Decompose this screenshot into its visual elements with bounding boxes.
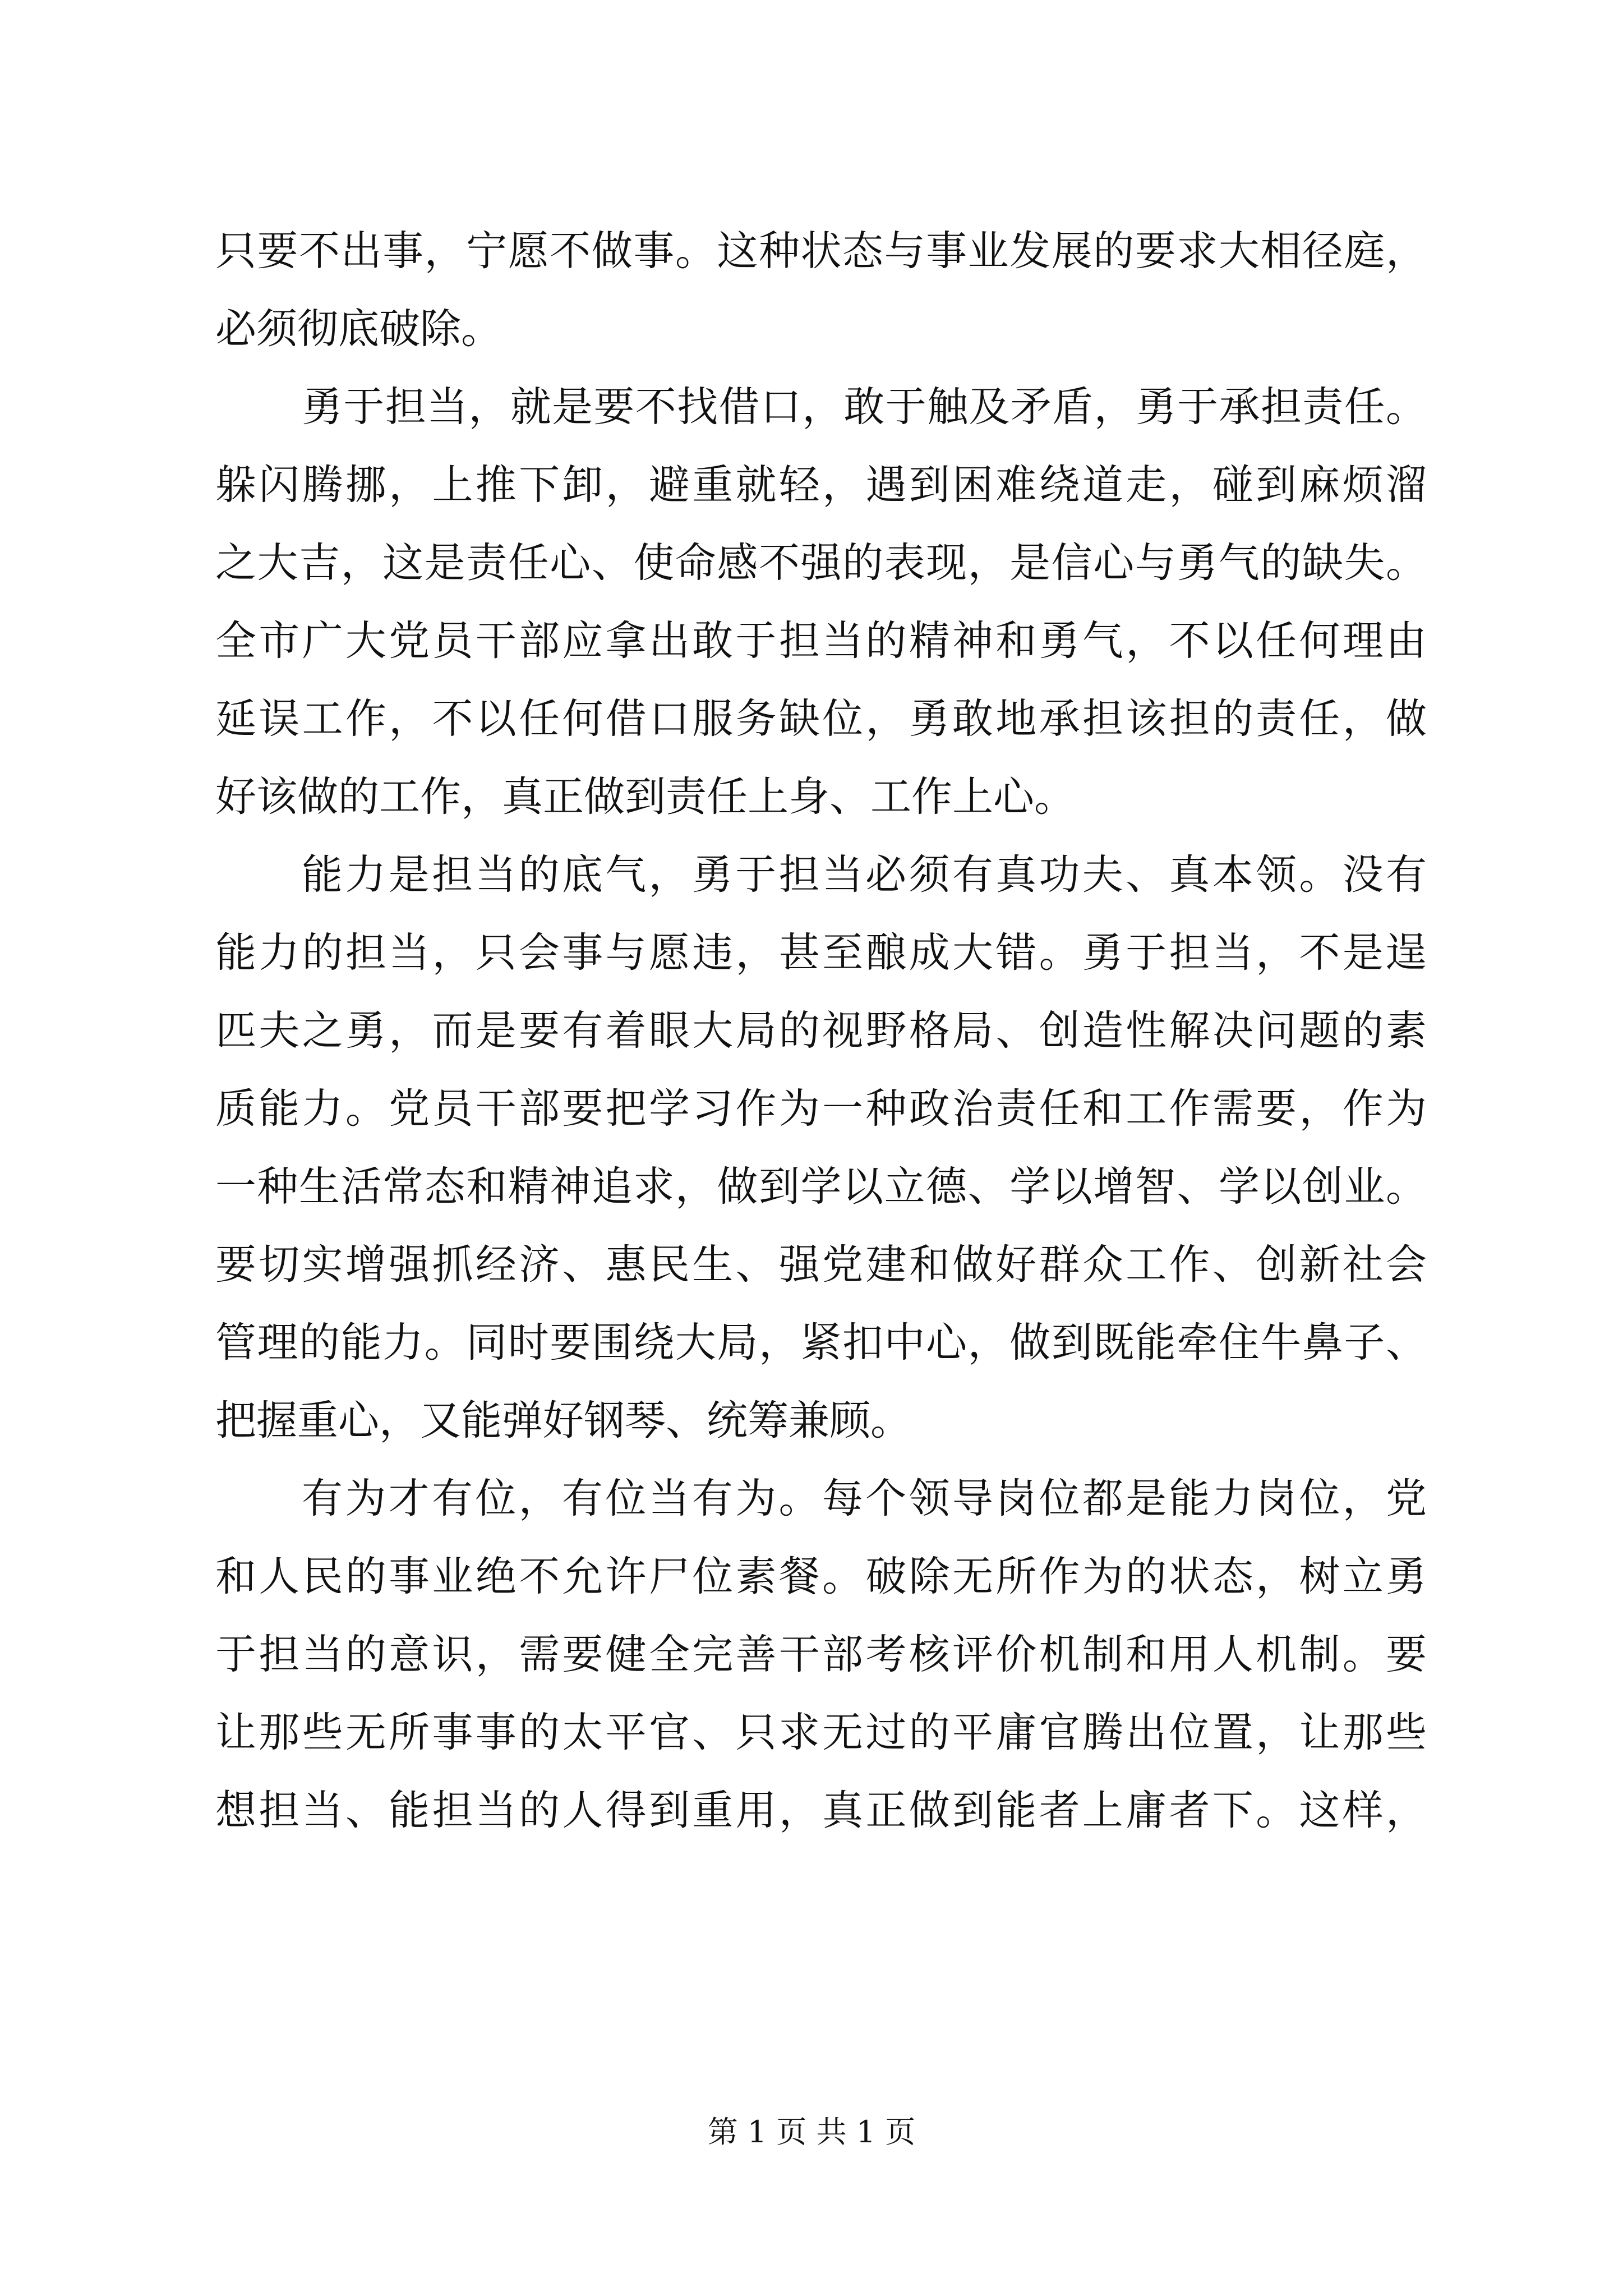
text-line: 和人民的事业绝不允许尸位素餐。破除无所作为的状态，树立勇 (215, 1553, 1427, 1600)
text-line: 只要不出事，宁愿不做事。这种状态与事业发展的要求大相径庭， (215, 227, 1427, 275)
text-line: 一种生活常态和精神追求，做到学以立德、学以增智、学以创业。 (215, 1163, 1427, 1211)
text-line: 能力的担当，只会事与愿违，甚至酿成大错。勇于担当，不是逞 (215, 929, 1427, 977)
text-line: 延误工作，不以任何借口服务缺位，勇敢地承担该担的责任，做 (215, 695, 1427, 743)
text-line: 有为才有位，有位当有为。每个领导岗位都是能力岗位，党 (302, 1475, 1427, 1522)
text-line: 让那些无所事事的太平官、只求无过的平庸官腾出位置，让那些 (215, 1709, 1427, 1756)
text-line: 好该做的工作，真正做到责任上身、工作上心。 (215, 773, 1075, 821)
text-line: 勇于担当，就是要不找借口，敢于触及矛盾，勇于承担责任。 (302, 383, 1427, 431)
page-number-footer: 第 1 页 共 1 页 (707, 2114, 916, 2150)
text-line: 能力是担当的底气，勇于担当必须有真功夫、真本领。没有 (302, 851, 1427, 899)
text-line: 质能力。党员干部要把学习作为一种政治责任和工作需要，作为 (215, 1085, 1427, 1133)
text-line: 之大吉，这是责任心、使命感不强的表现，是信心与勇气的缺失。 (215, 539, 1427, 587)
text-line: 全市广大党员干部应拿出敢于担当的精神和勇气，不以任何理由 (215, 617, 1427, 665)
document-body (215, 212, 1427, 1849)
text-line: 要切实增强抓经济、惠民生、强党建和做好群众工作、创新社会 (215, 1241, 1427, 1289)
text-line: 躲闪腾挪，上推下卸，避重就轻，遇到困难绕道走，碰到麻烦溜 (215, 461, 1427, 509)
text-line: 匹夫之勇，而是要有着眼大局的视野格局、创造性解决问题的素 (215, 1007, 1427, 1055)
text-line: 把握重心，又能弹好钢琴、统筹兼顾。 (215, 1397, 911, 1444)
text-line: 想担当、能担当的人得到重用，真正做到能者上庸者下。这样， (215, 1787, 1427, 1834)
text-line: 必须彻底破除。 (215, 305, 502, 353)
text-line: 于担当的意识，需要健全完善干部考核评价机制和用人机制。要 (215, 1631, 1427, 1678)
text-line: 管理的能力。同时要围绕大局，紧扣中心，做到既能牵住牛鼻子、 (215, 1319, 1427, 1366)
